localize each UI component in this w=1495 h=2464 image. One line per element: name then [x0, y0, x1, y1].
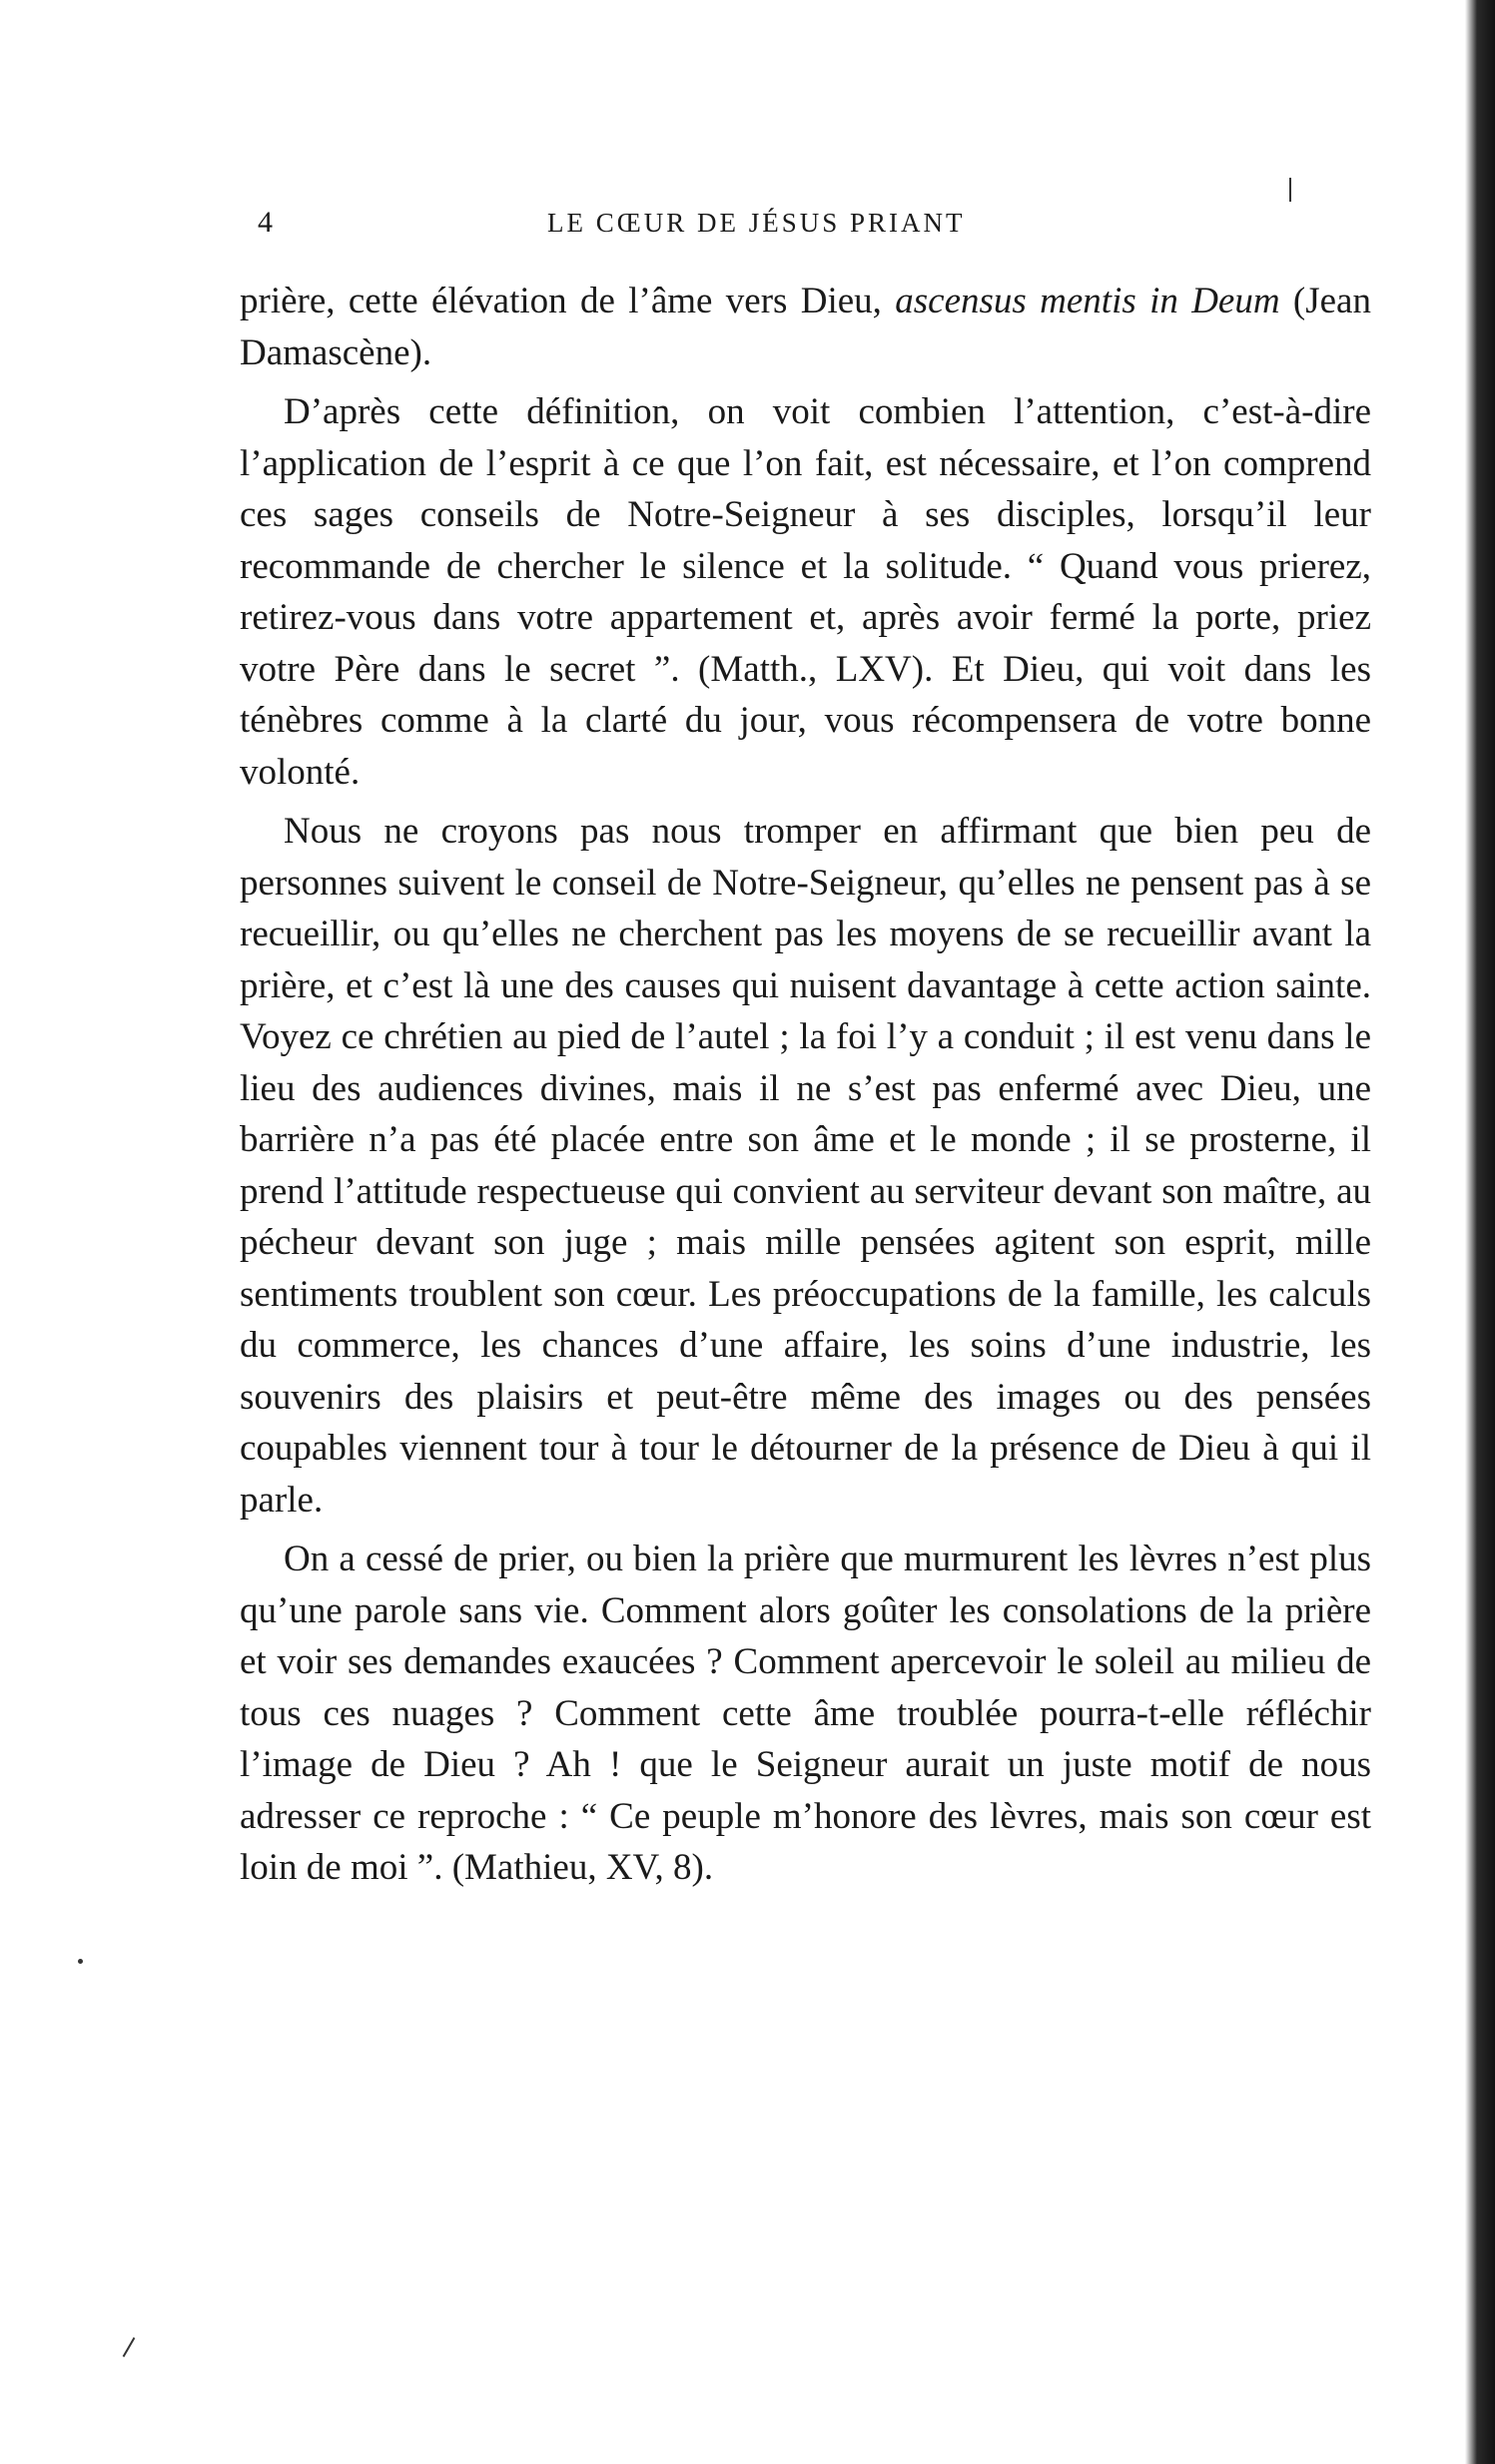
paragraph-3: Nous ne croyons pas nous tromper en affirmant que bien peu de personnes suivent le conseil de Notre-Seigneur, qu’elles ne pensent pas à se recueillir, ou qu’elles ne cherchent pas les moyens de se recueillir avant la prière, et c’est là une des causes qui nuisent davantage à cette action sainte. Voyez ce chrétien au pied de l’autel ; la foi l’y a conduit ; il est venu dans le lieu des audiences divines, mais il ne s’est pas enfermé avec Dieu, une barrière n’a pas été placée entre son âme et le monde ; il se prosterne, il prend l’attitude respectueuse qui convient au serviteur devant son maître, au pécheur devant son juge ; mais mille pensées agitent son esprit, mille sentiments troublent son cœur. Les préoccupations de la famille, les calculs du commerce, les chances d’une affaire, les soins d’une industrie, les souvenirs des plaisirs et peut-être même des images ou des pensées coupables viennent tour à tour le détourner de la présence de Dieu à qui il parle. — [240, 811, 1371, 1521]
paragraph-4: On a cessé de prier, ou bien la prière que murmurent les lèvres n’est plus qu’une parole sans vie. Comment alors goûter les consolations de la prière et voir ses demandes exaucées ? Comment apercevoir le soleil au milieu de tous ces nuages ? Comment cette âme troublée pourra-t-elle réfléchir l’image de Dieu ? Ah ! que le Seigneur aurait un juste motif de nous adresser ce reproche : “ Ce peuple m’honore des lèvres, mais son cœur est loin de moi ”. (Mathieu, XV, 8). — [240, 1539, 1371, 1888]
scan-mark — [1289, 178, 1291, 202]
latin-quote: ascensus mentis in Deum — [895, 281, 1280, 321]
running-title: LE CŒUR DE JÉSUS PRIANT — [547, 208, 966, 238]
scan-mark — [123, 2337, 136, 2357]
paragraph-1-before: prière, cette élévation de l’âme vers Dieu, — [240, 281, 896, 321]
body-text — [240, 276, 1371, 1902]
running-head — [258, 198, 1352, 246]
page-number: 4 — [258, 206, 274, 239]
paragraph-1 — [240, 276, 1371, 378]
binding-edge — [1465, 0, 1495, 2464]
paragraph-2: D’après cette définition, on voit combien l’attention, c’est-à-dire l’application de l’esprit à ce que l’on fait, est nécessaire, et l’on comprend ces sages conseils de Notre-Seigneur à ses disciples, lorsqu’il leur recommande de chercher le silence et la solitude. “ Quand vous prierez, retirez-vous dans votre appartement et, après avoir fermé la porte, priez votre Père dans le secret ”. (Matth., LXV). Et Dieu, qui voit dans les ténèbres comme à la clarté du jour, vous récompensera de votre bonne volonté. — [240, 391, 1371, 793]
paragraph-1-after: (Jean Damascène). — [240, 281, 1371, 373]
scan-mark — [78, 1959, 83, 1964]
